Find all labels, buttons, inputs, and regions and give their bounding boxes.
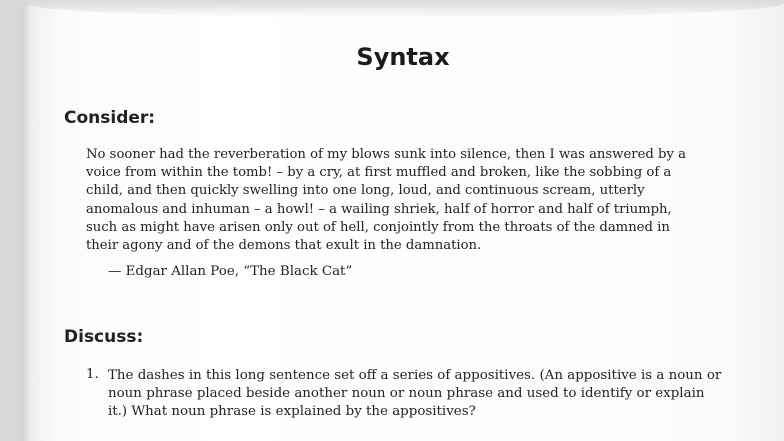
quote-line: No sooner had the reverberation of my blows sunk into silence, then I was answered by a (86, 147, 686, 162)
question-number: 1. (86, 367, 99, 382)
quote-line: their agony and of the demons that exult in the damnation. (86, 238, 482, 254)
quote-attribution: — Edgar Allan Poe, “The Black Cat” (108, 264, 353, 279)
document-page (22, 0, 784, 441)
quote-line: voice from within the tomb! – by a cry, at first muffled and broken, like the sobbing of a (86, 165, 672, 181)
question-line: it.) What noun phrase is explained by the appositives? (108, 404, 476, 419)
question-line: noun phrase placed beside another noun or noun phrase and used to identify or explain (108, 386, 705, 401)
consider-heading: Consider: (64, 108, 156, 128)
question-text (108, 367, 728, 421)
discuss-heading: Discuss: (64, 327, 144, 347)
page-curl-shadow (22, 0, 784, 18)
quote-line: such as might have arisen only out of hell, conjointly from the throats of the damned in (86, 219, 670, 235)
poe-quote (86, 146, 686, 255)
question-line: The dashes in this long sentence set off a series of appositives. (An appositive is a noun or (108, 368, 722, 383)
page-title: Syntax (356, 43, 450, 71)
quote-line: child, and then quickly swelling into one long, loud, and continuous scream, utterly (86, 183, 645, 199)
quote-line: anomalous and inhuman – a howl! – a wailing shriek, half of horror and half of triumph, (86, 201, 672, 217)
